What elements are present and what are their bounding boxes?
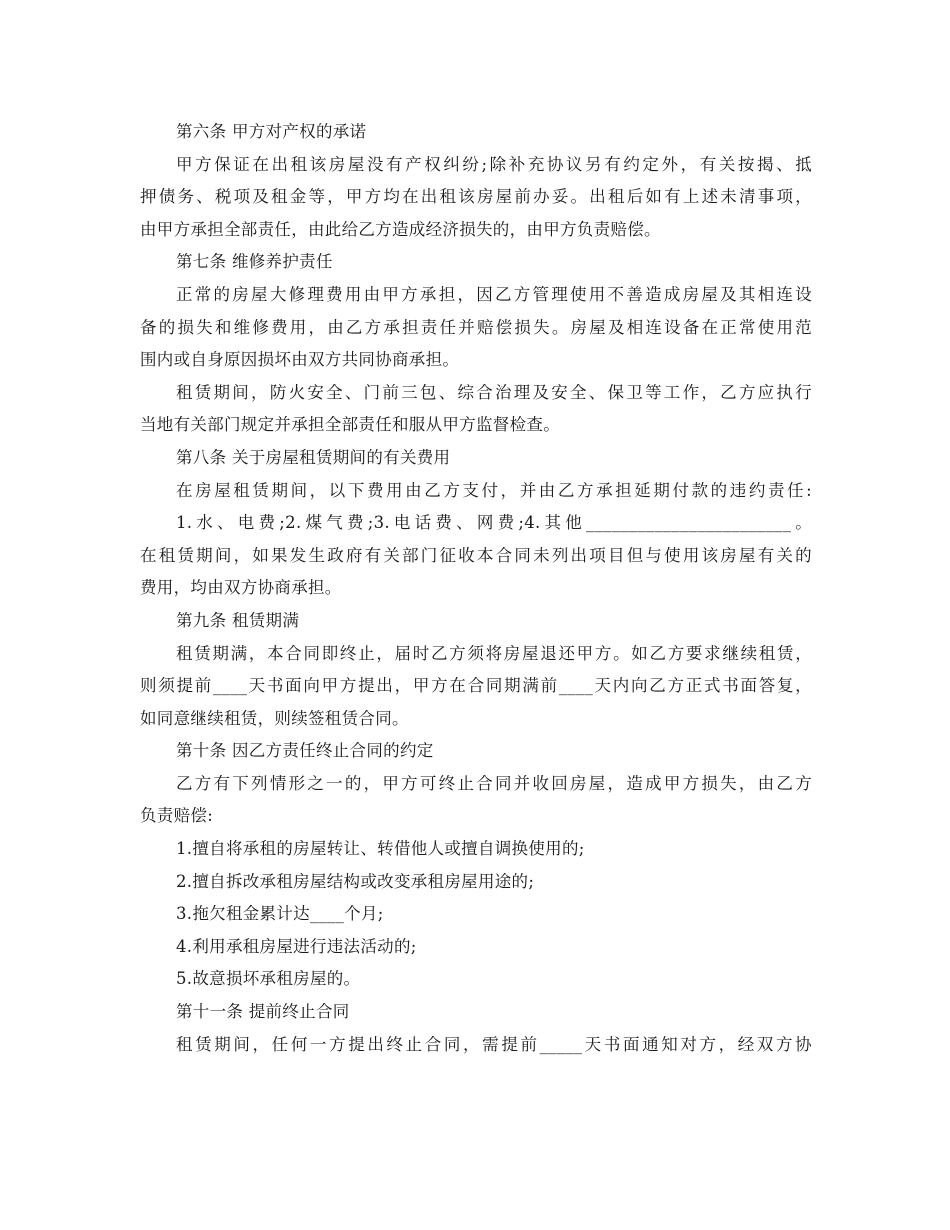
clause-line: 3.拖欠租金累计达____个月; (176, 904, 384, 924)
paragraph-line: 正常的房屋大修理费用由甲方承担，因乙方管理使用不善造成房屋及其相连设 (176, 284, 812, 304)
paragraph-line: 费用，均由双方协商承担。 (140, 578, 342, 598)
clause-line: 第七条 维修养护责任 (176, 252, 333, 272)
clause-line: 第六条 甲方对产权的承诺 (176, 122, 367, 141)
clause-line: 第十一条 提前终止合同 (176, 1002, 350, 1022)
paragraph-line: 围内或自身原因损坏由双方共同协商承担。 (140, 350, 460, 370)
contract-body (140, 116, 812, 1061)
clause-line: 第八条 关于房屋租赁期间的有关费用 (176, 447, 451, 467)
paragraph-line: 当地有关部门规定并承担全部责任和服从甲方监督检查。 (140, 415, 560, 435)
paragraph-line: 则须提前____天书面向甲方提出，甲方在合同期满前____天内向乙方正式书面答复， (140, 676, 812, 696)
clause-line: 5.故意损坏承租房屋的。 (176, 969, 361, 989)
paragraph-line: 乙方有下列情形之一的，甲方可终止合同并收回房屋，造成甲方损失，由乙方 (176, 773, 812, 793)
paragraph-line: 备的损失和维修费用，由乙方承担责任并赔偿损失。房屋及相连设备在正常使用范 (140, 317, 812, 337)
paragraph-line: 甲方保证在出租该房屋没有产权纠纷;除补充协议另有约定外，有关按揭、抵 (176, 154, 812, 174)
paragraph-line: 租赁期间，任何一方提出终止合同，需提前_____天书面通知对方，经双方协 (176, 1034, 812, 1054)
paragraph-line: 租赁期间，防火安全、门前三包、综合治理及安全、保卫等工作，乙方应执行 (176, 382, 812, 402)
clause-line: 2.擅自拆改承租房屋结构或改变承租房屋用途的; (176, 871, 535, 891)
paragraph-line: 在租赁期间，如果发生政府有关部门征收本合同未列出项目但与使用该房屋有关的 (140, 545, 812, 565)
clause-line: 第九条 租赁期满 (176, 610, 300, 630)
paragraph-line: 由甲方承担全部责任，由此给乙方造成经济损失的，由甲方负责赔偿。 (140, 219, 661, 239)
paragraph-line: 租赁期满，本合同即终止，届时乙方须将房屋退还甲方。如乙方要求继续租赁， (176, 643, 812, 663)
paragraph-line: 押债务、税项及租金等，甲方均在出租该房屋前办妥。出租后如有上述未清事项， (140, 187, 812, 207)
paragraph-line: 负责赔偿: (140, 806, 214, 826)
paragraph-line: 如同意继续租赁，则续签租赁合同。 (140, 708, 409, 728)
clause-line: 第十条 因乙方责任终止合同的约定 (176, 741, 434, 761)
clause-line: 4.利用承租房屋进行违法活动的; (176, 936, 417, 956)
paragraph-line: 1.水、电费;2.煤气费;3.电话费、网费;4.其他________________________。 (176, 513, 812, 533)
clause-line: 1.擅自将承租的房屋转让、转借他人或擅自调换使用的; (176, 839, 585, 859)
paragraph-line: 在房屋租赁期间，以下费用由乙方支付，并由乙方承担延期付款的违约责任: (176, 480, 812, 500)
